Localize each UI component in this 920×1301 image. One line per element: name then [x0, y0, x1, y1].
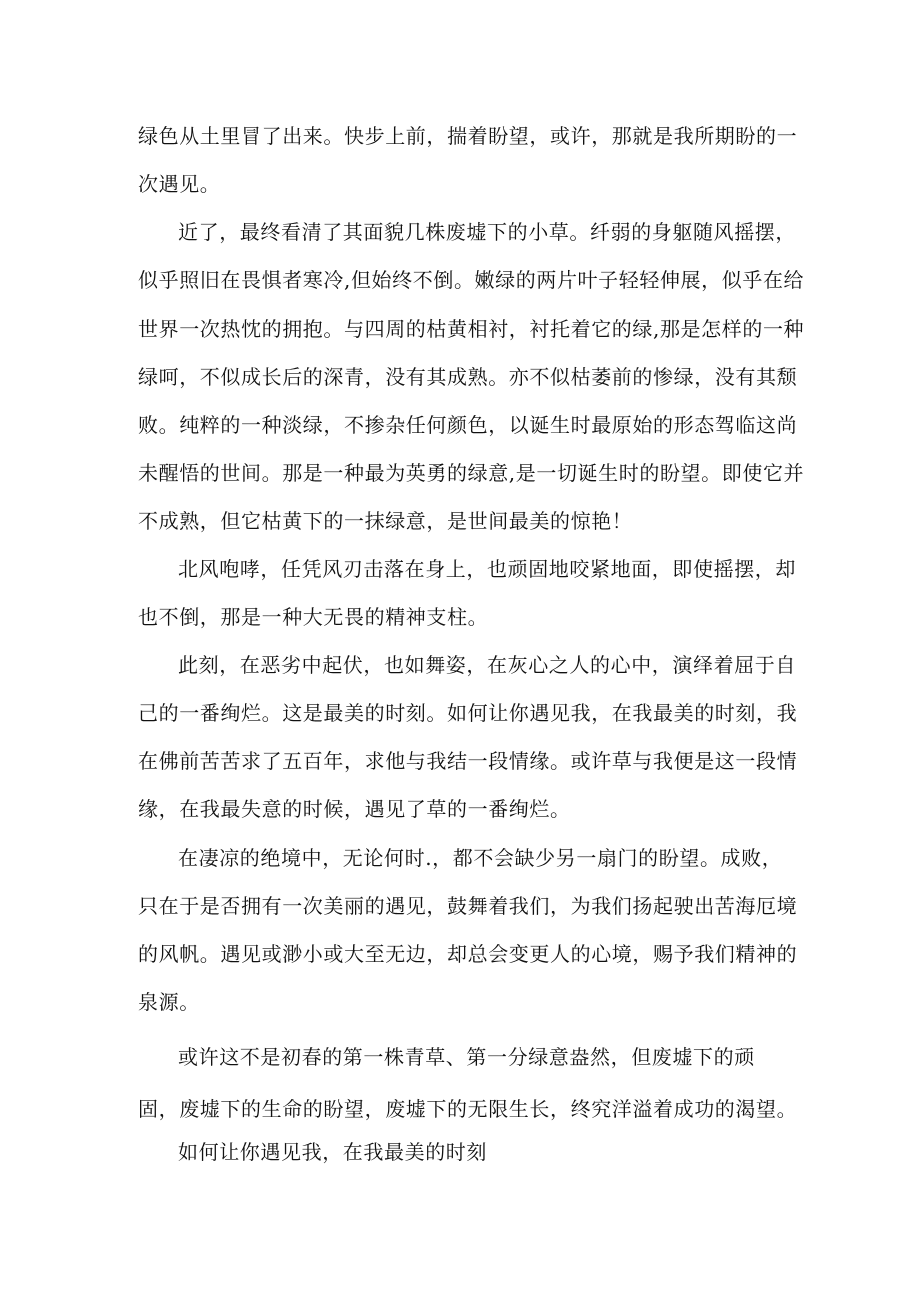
text-line: 未醒悟的世间。那是一种最为英勇的绿意,是一切诞生时的盼望。即使它并: [138, 461, 805, 485]
paragraph-start-line: 近了，最终看清了其面貌几株废墟下的小草。纤弱的身躯随风摇摆，: [178, 220, 796, 244]
paragraph-start-line: 如何让你遇见我，在我最美的时刻: [178, 1140, 487, 1164]
text-line: 在佛前苦苦求了五百年，求他与我结一段情缘。或许草与我便是这一段情: [138, 749, 798, 773]
text-line: 世界一次热忱的拥抱。与四周的枯黄相衬，衬托着它的绿,那是怎样的一种: [138, 317, 805, 341]
text-line: 的风帆。遇见或渺小或大至无边，却总会变更人的心境，赐予我们精神的: [138, 942, 798, 966]
text-line: 也不倒，那是一种大无畏的精神支柱。: [138, 605, 489, 629]
text-line: 绿呵，不似成长后的深青，没有其成熟。亦不似枯萎前的惨绿，没有其颓: [138, 365, 798, 389]
text-line: 固，废墟下的生命的盼望，废墟下的无限生长，终究洋溢着成功的渴望。: [138, 1097, 798, 1121]
paragraph-start-line: 北风咆哮，任凭风刃击落在身上，也顽固地咬紧地面，即使摇摆，却: [178, 557, 796, 581]
paragraph-start-line: 或许这不是初春的第一株青草、第一分绿意盎然，但废墟下的顽: [178, 1045, 755, 1069]
text-line: 缘，在我最失意的时候，遇见了草的一番绚烂。: [138, 797, 571, 821]
text-line: 泉源。: [138, 990, 200, 1014]
text-line: 不成熟，但它枯黄下的一抹绿意，是世间最美的惊艳！: [138, 509, 633, 533]
text-line: 败。纯粹的一种淡绿，不掺杂任何颜色，以诞生时最原始的形态驾临这尚: [138, 413, 798, 437]
text-line: 己的一番绚烂。这是最美的时刻。如何让你遇见我，在我最美的时刻，我: [138, 701, 798, 725]
text-line: 似乎照旧在畏惧者寒冷,但始终不倒。嫩绿的两片叶子轻轻伸展，似乎在给: [138, 268, 805, 292]
text-line: 绿色从土里冒了出来。快步上前，揣着盼望，或许，那就是我所期盼的一: [138, 124, 798, 148]
paragraph-start-line: 此刻，在恶劣中起伏，也如舞姿，在灰心之人的心中，演绎着屈于自: [178, 653, 796, 677]
text-line: 次遇见。: [138, 172, 221, 196]
text-line: 只在于是否拥有一次美丽的遇见，鼓舞着我们，为我们扬起驶出苦海厄境: [138, 894, 798, 918]
paragraph-start-line: 在凄凉的绝境中，无论何时.，都不会缺少另一扇门的盼望。成败，: [178, 846, 783, 870]
